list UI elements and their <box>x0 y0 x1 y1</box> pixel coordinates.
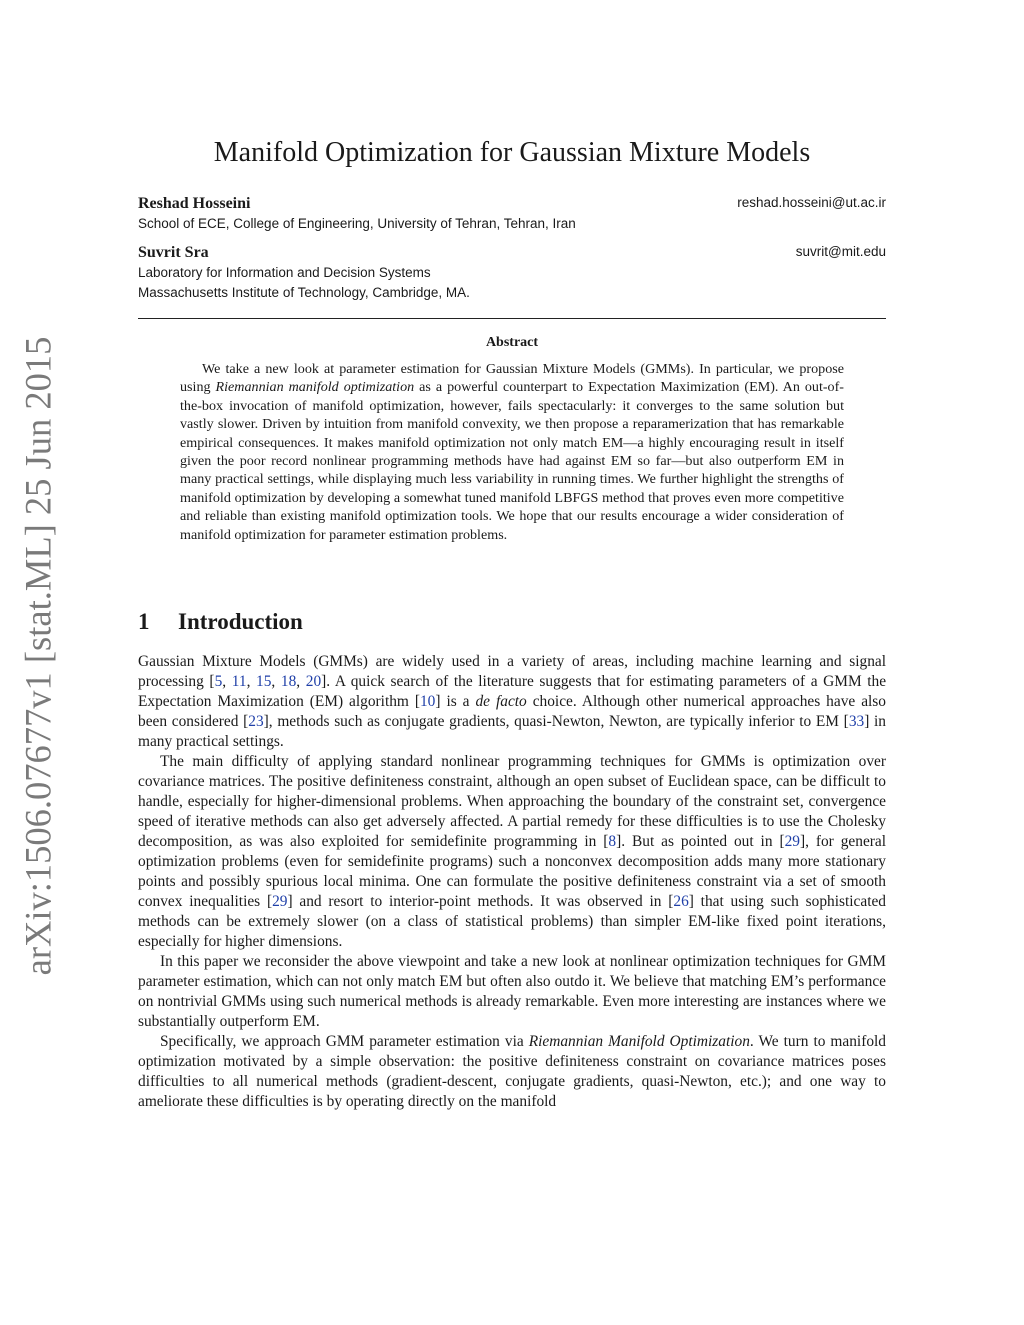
arxiv-identifier: arXiv:1506.07677v1 [stat.ML] 25 Jun 2015 <box>17 336 59 976</box>
citation-link[interactable]: 23 <box>248 713 264 730</box>
author-email: reshad.hosseini@ut.ac.ir <box>737 195 886 210</box>
citation-link[interactable]: 29 <box>784 833 800 850</box>
abstract-heading: Abstract <box>485 335 539 350</box>
header-divider <box>138 318 886 319</box>
author-name: Reshad Hosseini <box>138 195 251 212</box>
author-affiliation: Massachusetts Institute of Technology, Cambridge, MA. <box>138 285 470 300</box>
author-affiliation: Laboratory for Information and Decision Systems <box>138 265 431 280</box>
paper-title: Manifold Optimization for Gaussian Mixture Models <box>213 137 811 168</box>
author-block-2 <box>138 243 886 303</box>
section-number: 1 <box>138 609 150 634</box>
citation-link[interactable]: 10 <box>419 693 436 710</box>
abstract-text: We take a new look at parameter estimation for Gaussian Mixture Models (GMMs). In particular, we propose using Riemannian manifold optimization as a powerful counterpart to Expectation Maximization (EM). An out-of-the-box invocation of manifold optimization, however, fails spectacularly: it converges to the same solution but vastly slower. Driven by intuition from manifold convexity, we then propose a reparamerization that has remarkable empirical consequences. It makes manifold optimization not only match EM—a highly encouraging result in itself given the poor record nonlinear programming methods have had against EM so far—but also outperform EM in many practical settings, while displaying much less variability in running times. We further highlight the strengths of manifold optimization by developing a somewhat tuned manifold LBFGS method that proves even more competitive and reliable than existing manifold optimization tools. We hope that our results encourage a wider consideration of manifold optimization for parameter estimation problems. <box>180 361 844 543</box>
citation-link[interactable]: 18 <box>280 673 297 690</box>
citation-link[interactable]: 5 <box>214 673 223 690</box>
author-email: suvrit@mit.edu <box>795 244 886 259</box>
author-affiliation: School of ECE, College of Engineering, University of Tehran, Tehran, Iran <box>138 216 576 231</box>
citation-link[interactable]: 8 <box>608 833 617 850</box>
paragraph: In this paper we reconsider the above viewpoint and take a new look at nonlinear optimization techniques for GMM parameter estimation, which can not only match EM but often also outdo it. We believe that matching EM’s performance on nontrivial GMMs using such numerical methods is already remarkable. Even more interesting are instances where we substantially outperform EM. <box>138 953 886 1030</box>
citation-link[interactable]: 26 <box>673 893 689 910</box>
section-title: Introduction <box>178 609 303 634</box>
author-block-1 <box>138 194 886 234</box>
paragraph: Gaussian Mixture Models (GMMs) are widely used in a variety of areas, including machine learning and signal processing [5, 11, 15, 18, 20]. A quick search of the literature suggests that for estimating parameters of a GMM the Expectation Maximization (EM) algorithm [10] is a de facto choice. Although other numerical approaches have also been considered [23], methods such as conjugate gradients, quasi-Newton, Newton, are typically inferior to EM [33] in many practical settings. <box>138 653 887 750</box>
section-heading <box>138 609 303 635</box>
paragraph: The main difficulty of applying standard nonlinear programming techniques for GMMs is optimization over covariance matrices. The positive definiteness constraint, although an open subset of Euclidean space, can be difficult to handle, especially for higher-dimensional problems. When approaching the boundary of the constraint set, convergence speed of iterative methods can also get adversely affected. A partial remedy for these difficulties is to use the Cholesky decomposition, as was also exploited for semidefinite programming in [8]. But as pointed out in [29], for general optimization problems (even for semidefinite programs) such a nonconvex decomposition adds many more stationary points and possibly spurious local minima. One can formulate the positive definiteness constraint via a set of smooth convex inequalities [29] and resort to interior-point methods. It was observed in [26] that using such sophisticated methods can be extremely slower (on a class of statistical problems) than simpler EM-like fixed point iterations, especially for higher dimensions. <box>138 753 887 950</box>
arxiv-sidebar <box>10 336 66 976</box>
paragraph: Specifically, we approach GMM parameter estimation via Riemannian Manifold Optimization. We turn to manifold optimization motivated by a simple observation: the positive definiteness constraint on covariance matrices poses difficulties to all numerical methods (gradient-descent, conjugate gradients, quasi-Newton, etc.); and one way to ameliorate these difficulties is by operating directly on the manifold <box>138 1033 886 1110</box>
abstract-emphasis: Riemannian manifold optimization <box>215 379 415 396</box>
citation-link[interactable]: 29 <box>272 893 288 910</box>
author-name: Suvrit Sra <box>138 244 209 261</box>
citation-link[interactable]: 15 <box>256 673 272 690</box>
citation-link[interactable]: 33 <box>848 713 865 730</box>
citation-link[interactable]: 11 <box>231 673 247 690</box>
section-body <box>138 652 886 1112</box>
citation-link[interactable]: 20 <box>305 673 322 690</box>
